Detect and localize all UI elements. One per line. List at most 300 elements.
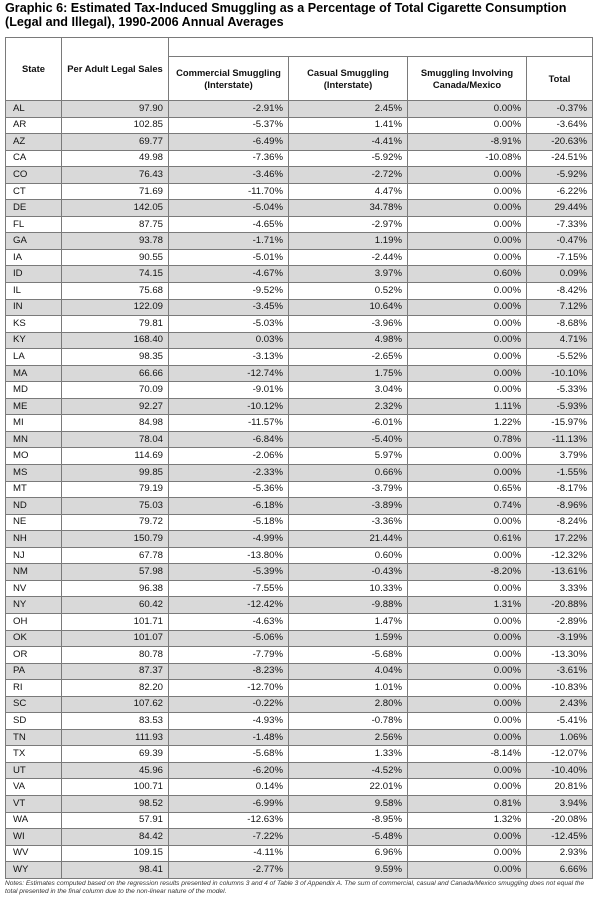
cell-casual: -5.48%: [289, 829, 408, 846]
cell-total: 2.43%: [527, 696, 593, 713]
table-row: [6, 514, 593, 531]
cell-casual: 10.33%: [289, 580, 408, 597]
cell-total: -13.30%: [527, 647, 593, 664]
table-row: [6, 829, 593, 846]
cell-sales: 168.40: [62, 332, 169, 349]
cell-canmex: 0.00%: [408, 283, 527, 300]
cell-casual: -8.95%: [289, 812, 408, 829]
cell-canmex: 0.00%: [408, 729, 527, 746]
cell-commercial: -5.39%: [169, 564, 289, 581]
cell-sales: 107.62: [62, 696, 169, 713]
table-row: [6, 663, 593, 680]
cell-canmex: 0.00%: [408, 448, 527, 465]
cell-commercial: -2.06%: [169, 448, 289, 465]
table-row: [6, 845, 593, 862]
cell-total: 3.94%: [527, 795, 593, 812]
table-row: [6, 531, 593, 548]
cell-total: 2.93%: [527, 845, 593, 862]
cell-state: AR: [6, 117, 62, 134]
cell-total: -8.42%: [527, 283, 593, 300]
cell-total: -5.52%: [527, 349, 593, 366]
cell-total: -12.45%: [527, 829, 593, 846]
cell-state: CA: [6, 150, 62, 167]
cell-total: -8.17%: [527, 481, 593, 498]
cell-state: WA: [6, 812, 62, 829]
cell-commercial: -3.45%: [169, 299, 289, 316]
cell-sales: 87.37: [62, 663, 169, 680]
cell-state: MO: [6, 448, 62, 465]
cell-casual: -5.40%: [289, 431, 408, 448]
cell-sales: 102.85: [62, 117, 169, 134]
cell-canmex: 0.00%: [408, 613, 527, 630]
cell-sales: 45.96: [62, 762, 169, 779]
table-row: [6, 729, 593, 746]
cell-state: MS: [6, 465, 62, 482]
cell-canmex: -8.14%: [408, 746, 527, 763]
cell-commercial: -5.37%: [169, 117, 289, 134]
cell-canmex: 0.74%: [408, 498, 527, 515]
cell-state: SC: [6, 696, 62, 713]
cell-commercial: -8.23%: [169, 663, 289, 680]
cell-total: 3.79%: [527, 448, 593, 465]
cell-total: -10.40%: [527, 762, 593, 779]
table-header: [6, 38, 593, 101]
cell-canmex: 0.00%: [408, 829, 527, 846]
cell-casual: 1.01%: [289, 680, 408, 697]
cell-commercial: -12.74%: [169, 365, 289, 382]
cell-state: ID: [6, 266, 62, 283]
table-row: [6, 167, 593, 184]
cell-canmex: 0.00%: [408, 183, 527, 200]
cell-state: SD: [6, 713, 62, 730]
cell-sales: 57.98: [62, 564, 169, 581]
cell-sales: 98.41: [62, 862, 169, 879]
cell-total: -1.55%: [527, 465, 593, 482]
cell-sales: 67.78: [62, 547, 169, 564]
cell-casual: 5.97%: [289, 448, 408, 465]
cell-commercial: -9.52%: [169, 283, 289, 300]
cell-casual: -6.01%: [289, 415, 408, 432]
cell-sales: 70.09: [62, 382, 169, 399]
cell-total: -5.92%: [527, 167, 593, 184]
cell-casual: 0.66%: [289, 465, 408, 482]
cell-commercial: -5.36%: [169, 481, 289, 498]
cell-commercial: 0.03%: [169, 332, 289, 349]
cell-canmex: 0.00%: [408, 167, 527, 184]
cell-commercial: -6.18%: [169, 498, 289, 515]
cell-total: -13.61%: [527, 564, 593, 581]
cell-sales: 98.52: [62, 795, 169, 812]
cell-total: 7.12%: [527, 299, 593, 316]
table-row: [6, 613, 593, 630]
cell-casual: 2.80%: [289, 696, 408, 713]
cell-sales: 84.98: [62, 415, 169, 432]
cell-commercial: -6.84%: [169, 431, 289, 448]
cell-sales: 111.93: [62, 729, 169, 746]
cell-canmex: 0.00%: [408, 233, 527, 250]
cell-commercial: -1.71%: [169, 233, 289, 250]
cell-casual: -2.44%: [289, 249, 408, 266]
cell-sales: 49.98: [62, 150, 169, 167]
cell-state: IL: [6, 283, 62, 300]
cell-sales: 101.07: [62, 630, 169, 647]
page-title: Graphic 6: Estimated Tax-Induced Smuggling as a Percentage of Total Cigarette Consumption (Legal and Illegal), 1990-2006 Annual Averages: [5, 1, 567, 29]
cell-casual: -4.41%: [289, 134, 408, 151]
cell-commercial: -13.80%: [169, 547, 289, 564]
table-row: [6, 117, 593, 134]
cell-canmex: 0.00%: [408, 845, 527, 862]
cell-sales: 69.39: [62, 746, 169, 763]
table-row: [6, 696, 593, 713]
cell-commercial: -5.06%: [169, 630, 289, 647]
cell-state: IA: [6, 249, 62, 266]
cell-total: -7.33%: [527, 216, 593, 233]
cell-state: IN: [6, 299, 62, 316]
cell-state: FL: [6, 216, 62, 233]
cell-total: -7.15%: [527, 249, 593, 266]
table-row: [6, 795, 593, 812]
cell-canmex: 0.00%: [408, 713, 527, 730]
cell-total: 20.81%: [527, 779, 593, 796]
cell-total: -8.68%: [527, 316, 593, 333]
cell-canmex: 0.00%: [408, 299, 527, 316]
cell-canmex: 0.00%: [408, 200, 527, 217]
cell-casual: 1.41%: [289, 117, 408, 134]
cell-state: NY: [6, 597, 62, 614]
cell-sales: 79.19: [62, 481, 169, 498]
cell-sales: 90.55: [62, 249, 169, 266]
table-body: [6, 101, 593, 879]
cell-canmex: 0.00%: [408, 779, 527, 796]
cell-total: -0.47%: [527, 233, 593, 250]
cell-sales: 93.78: [62, 233, 169, 250]
cell-total: -0.37%: [527, 101, 593, 118]
cell-sales: 57.91: [62, 812, 169, 829]
cell-total: 0.09%: [527, 266, 593, 283]
cell-commercial: -6.20%: [169, 762, 289, 779]
cell-sales: 122.09: [62, 299, 169, 316]
cell-canmex: 0.00%: [408, 762, 527, 779]
cell-casual: 0.52%: [289, 283, 408, 300]
smuggling-table: [5, 37, 593, 879]
cell-sales: 83.53: [62, 713, 169, 730]
cell-casual: 3.97%: [289, 266, 408, 283]
cell-canmex: 0.00%: [408, 117, 527, 134]
cell-total: -24.51%: [527, 150, 593, 167]
cell-canmex: 0.00%: [408, 663, 527, 680]
table-row: [6, 101, 593, 118]
cell-sales: 75.68: [62, 283, 169, 300]
cell-state: NJ: [6, 547, 62, 564]
cell-total: -20.88%: [527, 597, 593, 614]
cell-state: KS: [6, 316, 62, 333]
cell-state: NE: [6, 514, 62, 531]
cell-canmex: 1.22%: [408, 415, 527, 432]
cell-canmex: 0.00%: [408, 647, 527, 664]
cell-commercial: -4.11%: [169, 845, 289, 862]
table-row: [6, 630, 593, 647]
cell-commercial: -7.36%: [169, 150, 289, 167]
table-row: [6, 597, 593, 614]
cell-state: UT: [6, 762, 62, 779]
cell-casual: 1.19%: [289, 233, 408, 250]
table-row: [6, 481, 593, 498]
cell-total: 1.06%: [527, 729, 593, 746]
cell-state: CO: [6, 167, 62, 184]
cell-commercial: -1.48%: [169, 729, 289, 746]
cell-sales: 100.71: [62, 779, 169, 796]
cell-casual: 22.01%: [289, 779, 408, 796]
cell-casual: 9.58%: [289, 795, 408, 812]
cell-casual: -5.68%: [289, 647, 408, 664]
cell-commercial: -12.42%: [169, 597, 289, 614]
cell-total: -11.13%: [527, 431, 593, 448]
cell-total: -15.97%: [527, 415, 593, 432]
cell-state: TX: [6, 746, 62, 763]
cell-commercial: -7.22%: [169, 829, 289, 846]
cell-canmex: -10.08%: [408, 150, 527, 167]
cell-total: -12.32%: [527, 547, 593, 564]
table-row: [6, 316, 593, 333]
cell-state: GA: [6, 233, 62, 250]
cell-commercial: -9.01%: [169, 382, 289, 399]
cell-commercial: -5.01%: [169, 249, 289, 266]
cell-casual: 6.96%: [289, 845, 408, 862]
table-row: [6, 200, 593, 217]
cell-sales: 82.20: [62, 680, 169, 697]
header-group-spacer: [169, 38, 593, 57]
table-row: [6, 448, 593, 465]
cell-sales: 114.69: [62, 448, 169, 465]
cell-commercial: -3.13%: [169, 349, 289, 366]
cell-casual: -2.97%: [289, 216, 408, 233]
cell-commercial: -5.68%: [169, 746, 289, 763]
cell-canmex: 0.00%: [408, 547, 527, 564]
cell-commercial: -5.18%: [169, 514, 289, 531]
cell-total: 4.71%: [527, 332, 593, 349]
header-state: State: [6, 38, 62, 101]
cell-casual: 1.33%: [289, 746, 408, 763]
cell-state: PA: [6, 663, 62, 680]
cell-commercial: -4.65%: [169, 216, 289, 233]
table-row: [6, 431, 593, 448]
table-row: [6, 299, 593, 316]
cell-casual: -3.89%: [289, 498, 408, 515]
cell-canmex: 0.00%: [408, 249, 527, 266]
cell-canmex: 0.78%: [408, 431, 527, 448]
cell-canmex: 0.00%: [408, 101, 527, 118]
cell-canmex: 0.00%: [408, 696, 527, 713]
cell-commercial: -12.70%: [169, 680, 289, 697]
table-row: [6, 762, 593, 779]
cell-total: -5.41%: [527, 713, 593, 730]
table-row: [6, 398, 593, 415]
table-row: [6, 134, 593, 151]
header-commercial: Commercial Smuggling (Interstate): [169, 57, 289, 101]
cell-state: OK: [6, 630, 62, 647]
table-row: [6, 465, 593, 482]
cell-sales: 79.81: [62, 316, 169, 333]
cell-canmex: 0.00%: [408, 316, 527, 333]
cell-canmex: 0.00%: [408, 580, 527, 597]
cell-casual: 2.32%: [289, 398, 408, 415]
table-row: [6, 564, 593, 581]
cell-casual: -3.36%: [289, 514, 408, 531]
cell-casual: -0.43%: [289, 564, 408, 581]
cell-total: -20.08%: [527, 812, 593, 829]
cell-state: WY: [6, 862, 62, 879]
cell-canmex: 0.00%: [408, 382, 527, 399]
cell-state: MT: [6, 481, 62, 498]
cell-casual: 4.98%: [289, 332, 408, 349]
cell-commercial: -4.93%: [169, 713, 289, 730]
table-row: [6, 249, 593, 266]
cell-casual: -5.92%: [289, 150, 408, 167]
cell-commercial: -0.22%: [169, 696, 289, 713]
cell-sales: 87.75: [62, 216, 169, 233]
cell-commercial: -6.49%: [169, 134, 289, 151]
cell-total: -5.93%: [527, 398, 593, 415]
cell-casual: 4.04%: [289, 663, 408, 680]
table-row: [6, 713, 593, 730]
cell-sales: 109.15: [62, 845, 169, 862]
cell-state: MI: [6, 415, 62, 432]
cell-casual: 34.78%: [289, 200, 408, 217]
cell-total: -5.33%: [527, 382, 593, 399]
cell-state: OR: [6, 647, 62, 664]
table-row: [6, 862, 593, 879]
cell-sales: 80.78: [62, 647, 169, 664]
table-row: [6, 812, 593, 829]
cell-state: MA: [6, 365, 62, 382]
cell-state: KY: [6, 332, 62, 349]
table-row: [6, 233, 593, 250]
cell-state: DE: [6, 200, 62, 217]
table-row: [6, 746, 593, 763]
cell-total: -2.89%: [527, 613, 593, 630]
cell-commercial: -7.79%: [169, 647, 289, 664]
cell-canmex: 0.00%: [408, 349, 527, 366]
cell-casual: -2.65%: [289, 349, 408, 366]
cell-casual: 1.59%: [289, 630, 408, 647]
cell-canmex: 0.61%: [408, 531, 527, 548]
cell-state: OH: [6, 613, 62, 630]
cell-total: -10.83%: [527, 680, 593, 697]
cell-total: -3.61%: [527, 663, 593, 680]
table-row: [6, 150, 593, 167]
cell-sales: 71.69: [62, 183, 169, 200]
cell-sales: 79.72: [62, 514, 169, 531]
cell-sales: 92.27: [62, 398, 169, 415]
table-row: [6, 266, 593, 283]
header-casual: Casual Smuggling (Interstate): [289, 57, 408, 101]
cell-canmex: 1.31%: [408, 597, 527, 614]
cell-casual: 21.44%: [289, 531, 408, 548]
header-sales: Per Adult Legal Sales: [62, 38, 169, 101]
table-row: [6, 498, 593, 515]
cell-sales: 99.85: [62, 465, 169, 482]
cell-state: AZ: [6, 134, 62, 151]
table-row: [6, 365, 593, 382]
cell-total: -3.19%: [527, 630, 593, 647]
cell-state: NM: [6, 564, 62, 581]
table-row: [6, 580, 593, 597]
cell-commercial: -11.70%: [169, 183, 289, 200]
cell-total: -3.64%: [527, 117, 593, 134]
cell-casual: -4.52%: [289, 762, 408, 779]
cell-state: ND: [6, 498, 62, 515]
cell-commercial: -5.03%: [169, 316, 289, 333]
cell-sales: 69.77: [62, 134, 169, 151]
cell-state: WV: [6, 845, 62, 862]
cell-sales: 66.66: [62, 365, 169, 382]
cell-sales: 142.05: [62, 200, 169, 217]
cell-commercial: -2.91%: [169, 101, 289, 118]
cell-canmex: 0.00%: [408, 216, 527, 233]
cell-state: MN: [6, 431, 62, 448]
cell-canmex: -8.20%: [408, 564, 527, 581]
cell-sales: 76.43: [62, 167, 169, 184]
table-row: [6, 183, 593, 200]
header-canmex: Smuggling Involving Canada/Mexico: [408, 57, 527, 101]
cell-canmex: 0.00%: [408, 862, 527, 879]
table-row: [6, 283, 593, 300]
header-total: Total: [527, 57, 593, 101]
cell-state: VT: [6, 795, 62, 812]
cell-commercial: -7.55%: [169, 580, 289, 597]
cell-casual: 2.45%: [289, 101, 408, 118]
cell-total: -12.07%: [527, 746, 593, 763]
cell-canmex: 0.65%: [408, 481, 527, 498]
cell-commercial: -2.33%: [169, 465, 289, 482]
cell-casual: 10.64%: [289, 299, 408, 316]
cell-casual: 1.75%: [289, 365, 408, 382]
cell-sales: 101.71: [62, 613, 169, 630]
cell-state: VA: [6, 779, 62, 796]
cell-canmex: 0.00%: [408, 465, 527, 482]
table-row: [6, 332, 593, 349]
cell-casual: 3.04%: [289, 382, 408, 399]
cell-commercial: -10.12%: [169, 398, 289, 415]
table-row: [6, 680, 593, 697]
cell-canmex: 0.00%: [408, 332, 527, 349]
cell-commercial: -4.63%: [169, 613, 289, 630]
cell-commercial: -6.99%: [169, 795, 289, 812]
cell-total: -20.63%: [527, 134, 593, 151]
cell-state: NV: [6, 580, 62, 597]
cell-canmex: 0.00%: [408, 365, 527, 382]
cell-state: RI: [6, 680, 62, 697]
cell-sales: 78.04: [62, 431, 169, 448]
cell-canmex: 1.11%: [408, 398, 527, 415]
cell-state: NH: [6, 531, 62, 548]
cell-commercial: -5.04%: [169, 200, 289, 217]
cell-commercial: 0.14%: [169, 779, 289, 796]
cell-sales: 74.15: [62, 266, 169, 283]
cell-total: 6.66%: [527, 862, 593, 879]
cell-state: LA: [6, 349, 62, 366]
cell-casual: 2.56%: [289, 729, 408, 746]
cell-canmex: 0.00%: [408, 680, 527, 697]
cell-casual: 4.47%: [289, 183, 408, 200]
table-row: [6, 547, 593, 564]
cell-total: 17.22%: [527, 531, 593, 548]
cell-sales: 98.35: [62, 349, 169, 366]
cell-casual: -3.79%: [289, 481, 408, 498]
cell-casual: -2.72%: [289, 167, 408, 184]
cell-commercial: -3.46%: [169, 167, 289, 184]
cell-total: 29.44%: [527, 200, 593, 217]
